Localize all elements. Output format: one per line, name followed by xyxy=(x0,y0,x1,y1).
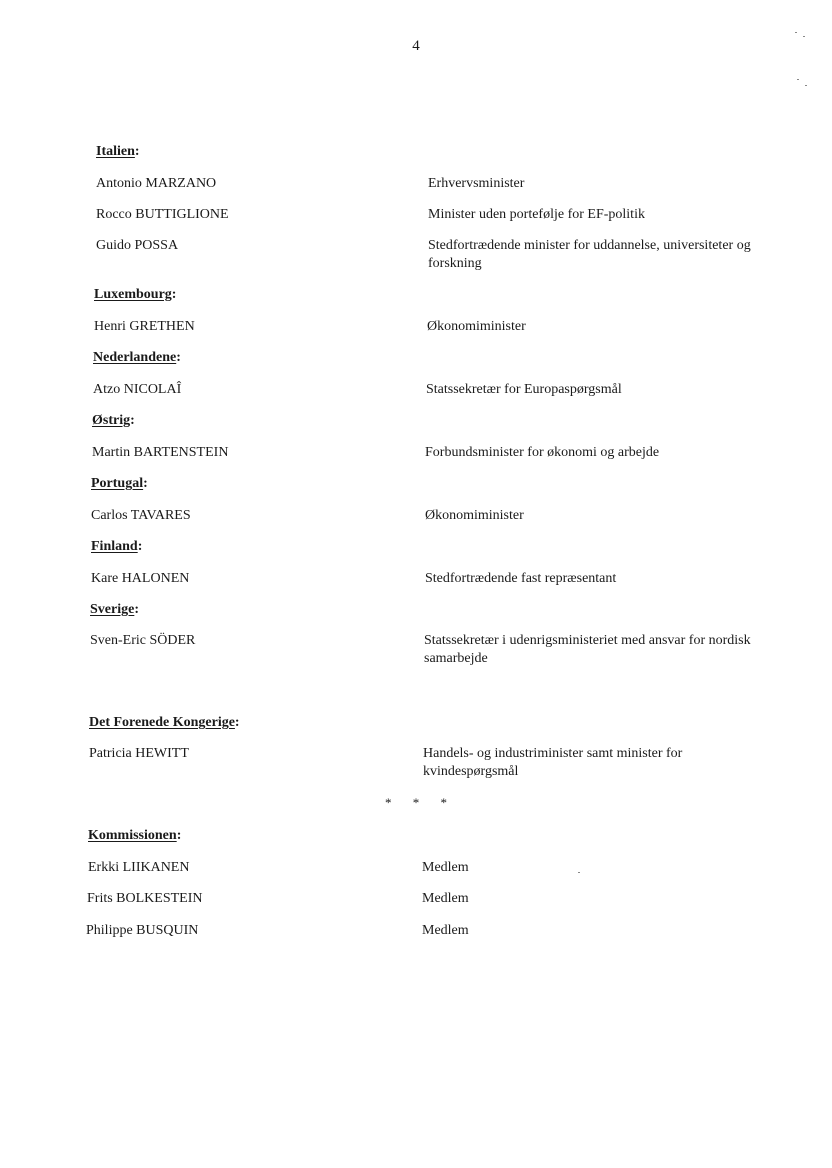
member-name: Antonio MARZANO xyxy=(96,176,217,191)
country-heading-luxembourg xyxy=(94,286,176,304)
country-name: Italien xyxy=(96,144,135,159)
member-role: Stedfortrædende fast repræsentant xyxy=(425,571,617,586)
country-name: Sverige xyxy=(90,602,135,617)
commission-title: Kommissionen xyxy=(88,828,177,843)
country-heading-uk xyxy=(89,714,240,732)
member-name: Erkki LIIKANEN xyxy=(88,860,190,875)
member-name: Sven-Eric SÖDER xyxy=(90,633,196,648)
member-role: Handels- og industriminister samt minister for kvindespørgsmål xyxy=(423,746,683,779)
country-heading-ostrig xyxy=(92,412,135,430)
colon: : xyxy=(130,413,135,428)
scan-speck xyxy=(578,872,580,873)
separator-star: * xyxy=(412,795,420,810)
member-role: Minister uden portefølje for EF-politik xyxy=(428,207,645,222)
colon: : xyxy=(171,287,177,302)
member-name: Martin BARTENSTEIN xyxy=(92,445,229,460)
member-role: Statssekretær for Europaspørgsmål xyxy=(426,382,622,397)
member-role: Medlem xyxy=(422,891,469,906)
member-name: Guido POSSA xyxy=(96,238,179,253)
page-number: 4 xyxy=(412,38,420,54)
colon: : xyxy=(234,715,240,730)
country-heading-sverige xyxy=(90,601,139,619)
country-name: Det Forenede Kongerige xyxy=(89,715,235,730)
member-role: Medlem xyxy=(422,923,469,938)
member-role: Stedfortrædende minister for uddannelse, universiteter og forskning xyxy=(428,238,751,271)
scan-speck xyxy=(803,36,805,37)
country-heading-nederlandene xyxy=(93,349,181,367)
member-name: Carlos TAVARES xyxy=(91,508,191,523)
member-name: Patricia HEWITT xyxy=(89,746,189,761)
country-heading-finland xyxy=(91,538,142,556)
colon: : xyxy=(134,144,140,159)
country-name: Portugal xyxy=(91,476,144,491)
scan-speck xyxy=(805,85,807,86)
commission-heading xyxy=(88,827,181,845)
colon: : xyxy=(143,476,148,491)
colon: : xyxy=(176,350,181,365)
colon: : xyxy=(134,602,139,617)
country-name: Luxembourg xyxy=(94,287,172,302)
member-role: Statssekretær i udenrigsministeriet med ansvar for nordisk samarbejde xyxy=(424,633,751,666)
member-role: Økonomiminister xyxy=(425,508,524,523)
country-name: Finland xyxy=(91,539,138,554)
section-separator xyxy=(0,795,832,811)
member-name: Frits BOLKESTEIN xyxy=(87,891,203,906)
member-name: Rocco BUTTIGLIONE xyxy=(96,207,229,222)
member-role: Erhvervsminister xyxy=(428,176,525,191)
country-name: Østrig xyxy=(92,413,131,428)
member-role: Økonomiminister xyxy=(427,319,526,334)
member-name: Atzo NICOLAÎ xyxy=(93,382,182,397)
country-name: Nederlandene xyxy=(93,350,177,365)
member-role: Medlem xyxy=(422,860,469,875)
member-name: Kare HALONEN xyxy=(91,571,190,586)
scan-speck xyxy=(797,79,799,80)
separator-star: * xyxy=(440,795,447,810)
member-name: Philippe BUSQUIN xyxy=(86,923,199,938)
scan-speck xyxy=(795,32,797,33)
member-name: Henri GRETHEN xyxy=(94,319,195,334)
colon: : xyxy=(176,828,182,843)
colon: : xyxy=(137,539,143,554)
country-heading-portugal xyxy=(91,475,148,493)
country-heading-italien xyxy=(96,143,140,161)
separator-star: * xyxy=(385,795,392,810)
member-role: Forbundsminister for økonomi og arbejde xyxy=(425,445,660,460)
